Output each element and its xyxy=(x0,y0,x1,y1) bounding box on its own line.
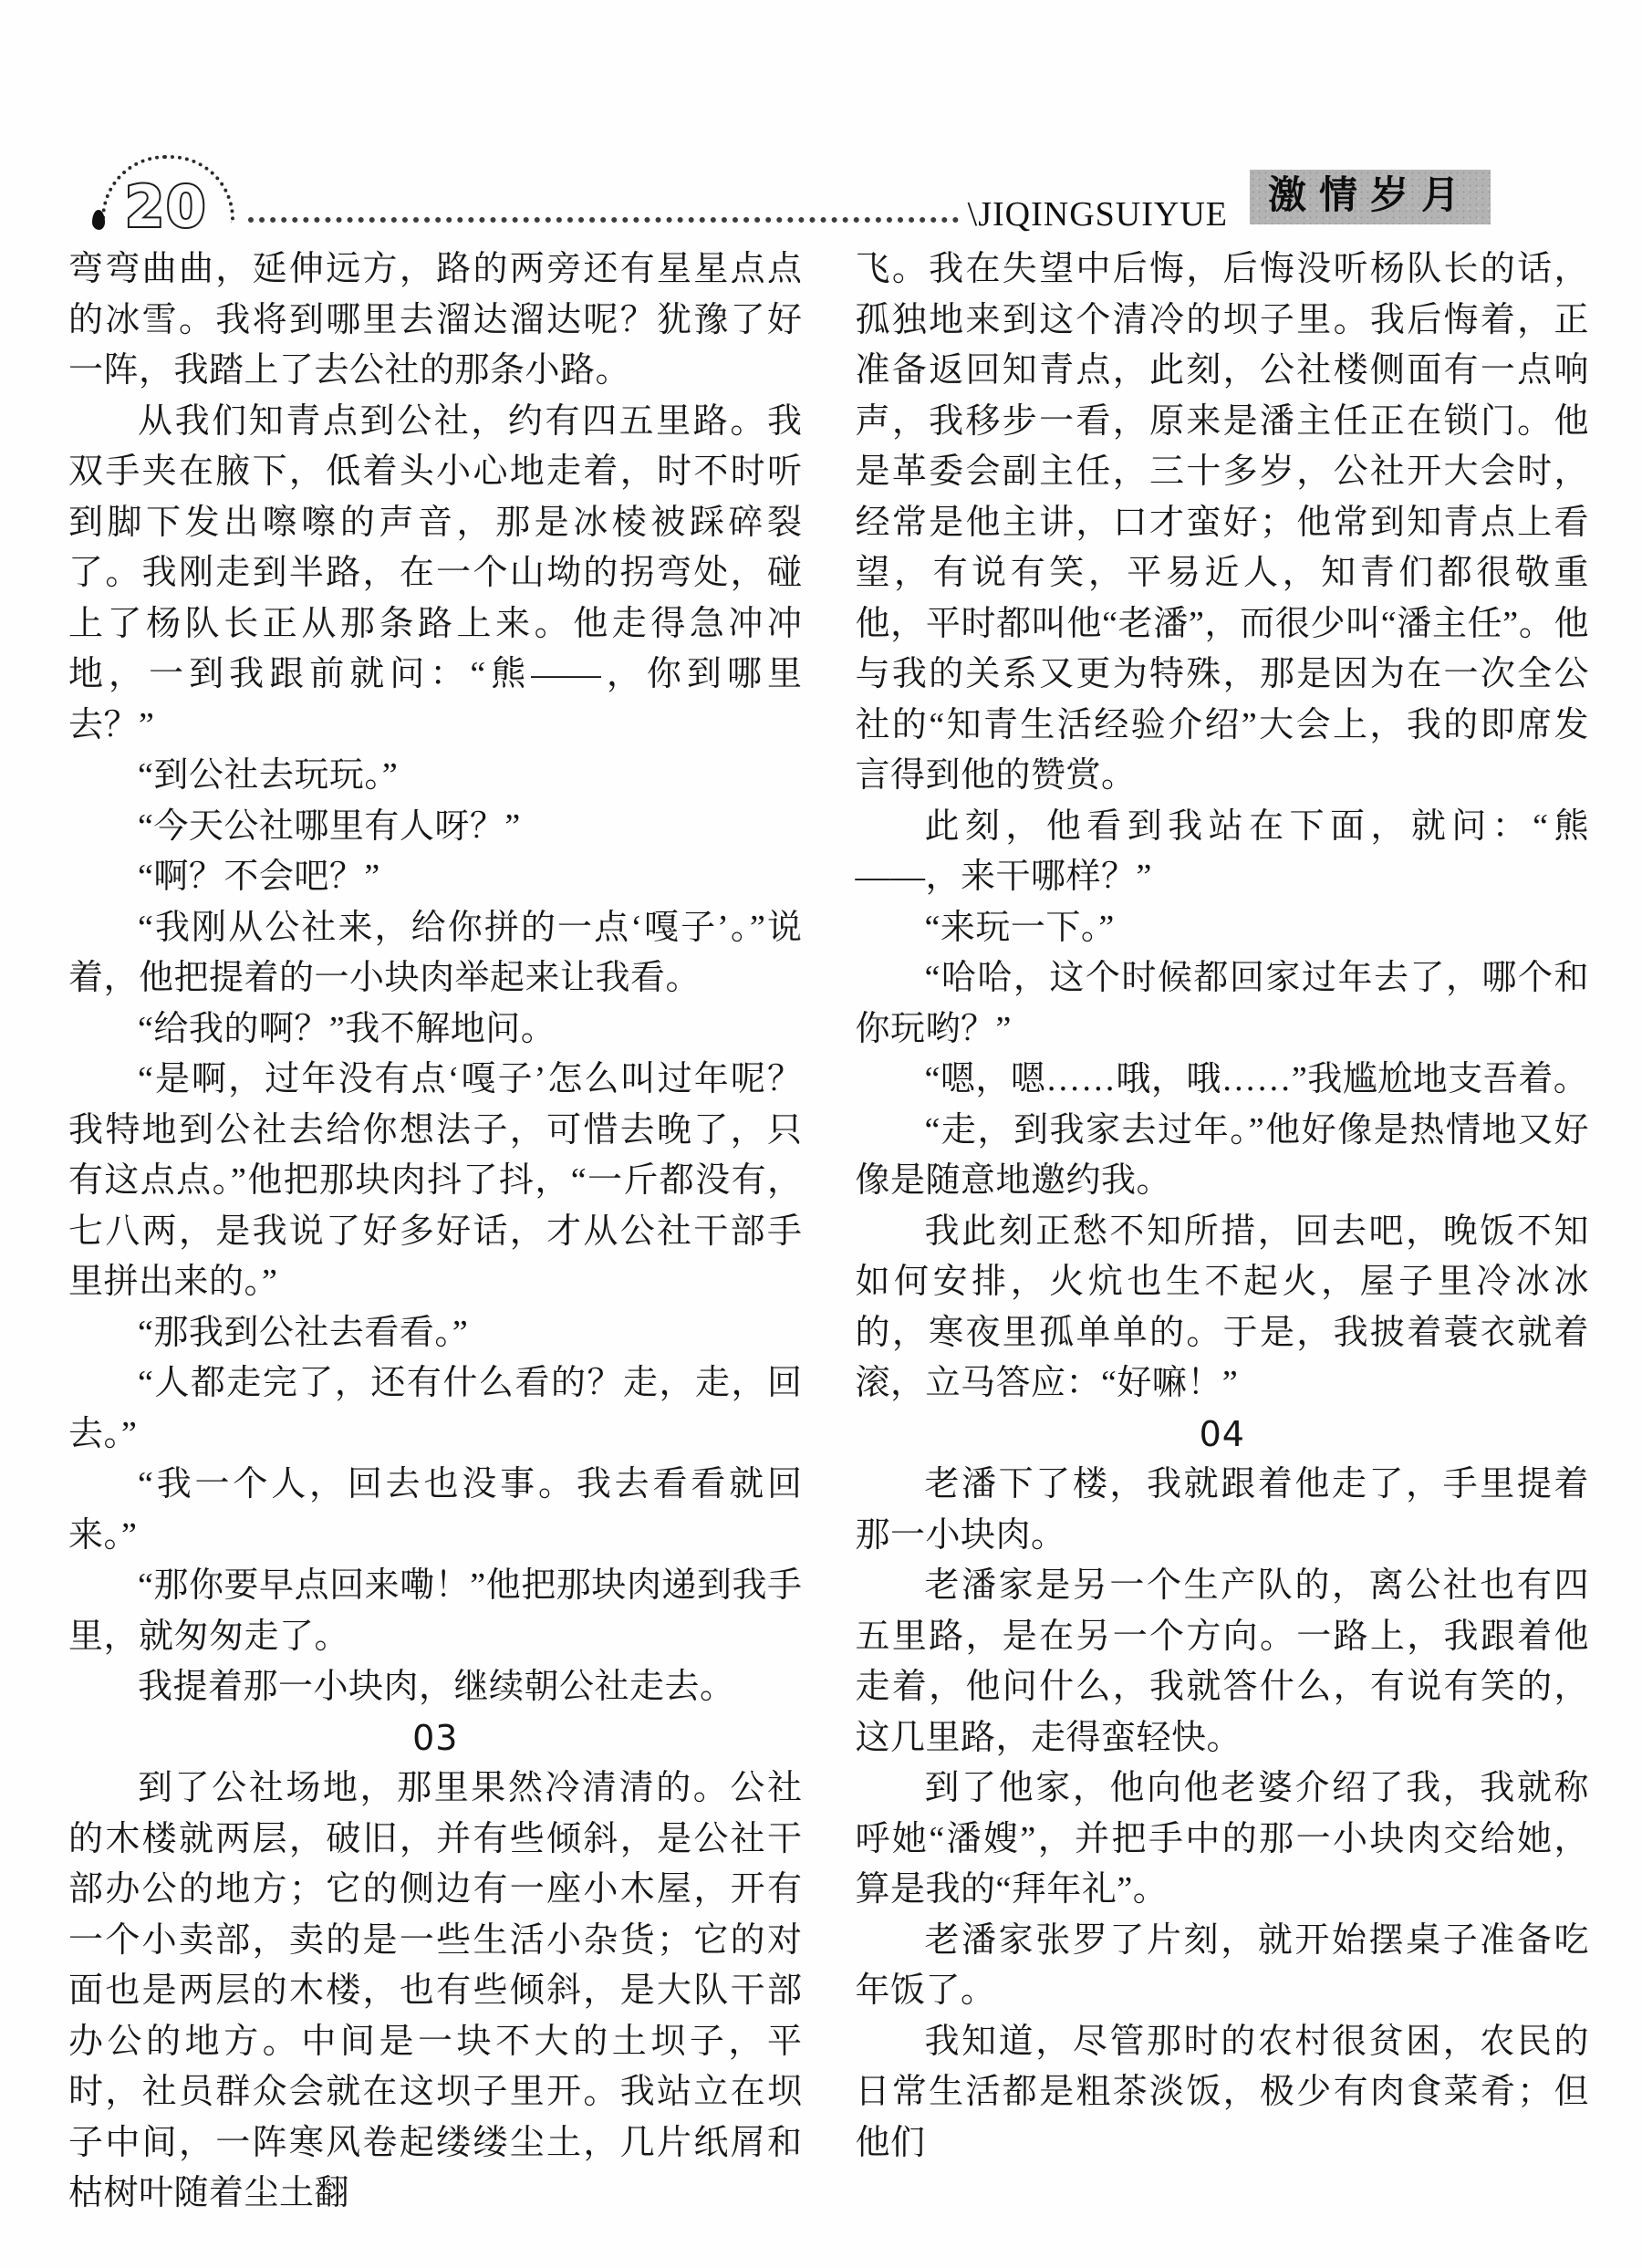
dotted-leader-line xyxy=(248,217,959,223)
header-latin-title: \JIQINGSUIYUE xyxy=(967,195,1228,234)
paragraph: “走，到我家去过年。”他好像是热情地又好像是随意地邀约我。 xyxy=(855,1110,1589,1200)
paragraph: “是啊，过年没有点‘嘎子’怎么叫过年呢？我特地到公社去给你想法子，可惜去晚了，只有这点点。”他把那块肉抖了抖，“一斤都没有，七八两，是我说了好多好话，才从公社干部手里拼出来的。” xyxy=(68,1060,803,1301)
page-number-badge xyxy=(78,153,246,240)
paragraph: “人都走完了，还有什么看的？走，走，回去。” xyxy=(68,1364,803,1453)
paragraph: “到公社去玩玩。” xyxy=(138,756,399,795)
section-heading: 04 xyxy=(1199,1413,1245,1454)
paragraph: 老潘家是另一个生产队的，离公社也有四五里路，是在另一个方向。一路上，我跟着他走着，他问什么，我就答什么，有说有笑的，这几里路，走得蛮轻快。 xyxy=(855,1566,1589,1757)
paragraph: 飞。我在失望中后悔，后悔没听杨队长的话，孤独地来到这个清冷的坝子里。我后悔着，正准备返回知青点，此刻，公社楼侧面有一点响声，我移步一看，原来是潘主任正在锁门。他是革委会副主任，三十多岁，公社开大会时，经常是他主讲，口才蛮好；他常到知青点上看望，有说有笑，平易近人，知青们都很敬重他，平时都叫他“老潘”，而很少叫“潘主任”。他与我的关系又更为特殊，那是因为在一次全公社的“知青生活经验介绍”大会上，我的即席发言得到他的赞赏。 xyxy=(855,250,1589,795)
paragraph: “嗯，嗯……哦，哦……”我尴尬地支吾着。 xyxy=(924,1060,1589,1098)
paragraph: 到了他家，他向他老婆介绍了我，我就称呼她“潘嫂”，并把手中的那一小块肉交给她，算是我的“拜年礼”。 xyxy=(855,1769,1589,1909)
page-number: 20 xyxy=(125,173,208,240)
paragraph: “给我的啊？”我不解地问。 xyxy=(138,1009,556,1048)
paragraph: “今天公社哪里有人呀？” xyxy=(138,806,521,846)
header-magazine-title: 激情岁月 xyxy=(1250,170,1491,224)
paragraph: “来玩一下。” xyxy=(924,908,1115,947)
paragraph: 此刻，他看到我站在下面，就问：“熊——，来干哪样？” xyxy=(855,806,1589,896)
teardrop-dot-decoration xyxy=(92,210,105,230)
paragraph: 到了公社场地，那里果然冷清清的。公社的木楼就两层，破旧，并有些倾斜，是公社干部办公的地方；它的侧边有一座小木屋，开有一个小卖部，卖的是一些生活小杂货；它的对面也是两层的木楼，也有些倾斜，是大队干部办公的地方。中间是一块不大的土坝子，平时，社员群众会就在这坝子里开。我站立在坝子中间，一阵寒风卷起缕缕尘土，几片纸屑和枯树叶随着尘土翻 xyxy=(68,1769,803,2212)
paragraph: “我一个人，回去也没事。我去看看就回来。” xyxy=(68,1465,803,1555)
paragraph: 老潘下了楼，我就跟着他走了，手里提着那一小块肉。 xyxy=(855,1465,1589,1555)
paragraph: 我知道，尽管那时的农村很贫困，农民的日常生活都是粗茶淡饭，极少有肉食菜肴；但他们 xyxy=(855,2022,1589,2162)
paragraph: “我刚从公社来，给你拼的一点‘嘎子’。”说着，他把提着的一小块肉举起来让我看。 xyxy=(68,908,803,997)
paragraph: 老潘家张罗了片刻，就开始摆桌子准备吃年饭了。 xyxy=(855,1920,1589,2010)
paragraph: 我提着那一小块肉，继续朝公社走去。 xyxy=(138,1668,735,1706)
paragraph: “那我到公社去看看。” xyxy=(138,1313,469,1352)
two-column-text-body xyxy=(68,244,1589,2220)
paragraph: 我此刻正愁不知所措，回去吧，晚饭不知如何安排，火炕也生不起火，屋子里冷冰冰的，寒夜里孤单单的。于是，我披着蓑衣就着滚，立马答应：“好嘛！” xyxy=(855,1212,1589,1402)
paragraph: “哈哈，这个时候都回家过年去了，哪个和你玩哟？” xyxy=(855,959,1589,1048)
left-column xyxy=(68,244,803,2220)
section-heading: 03 xyxy=(412,1717,459,1758)
paragraph: 弯弯曲曲，延伸远方，路的两旁还有星星点点的冰雪。我将到哪里去溜达溜达呢？犹豫了好一阵，我踏上了去公社的那条小路。 xyxy=(68,250,803,390)
paragraph: “啊？不会吧？” xyxy=(138,858,380,896)
right-column xyxy=(856,244,1590,2220)
paragraph: 从我们知青点到公社，约有四五里路。我双手夹在腋下，低着头小心地走着，时不时听到脚下发出嚓嚓的声音，那是冰棱被踩碎裂了。我刚走到半路，在一个山坳的拐弯处，碰上了杨队长正从那条路上来。他走得急冲冲地，一到我跟前就问：“熊——，你到哪里去？” xyxy=(68,401,803,744)
paragraph: “那你要早点回来嘞！”他把那块肉递到我手里，就匆匆走了。 xyxy=(68,1566,803,1656)
page-header xyxy=(78,153,1585,240)
